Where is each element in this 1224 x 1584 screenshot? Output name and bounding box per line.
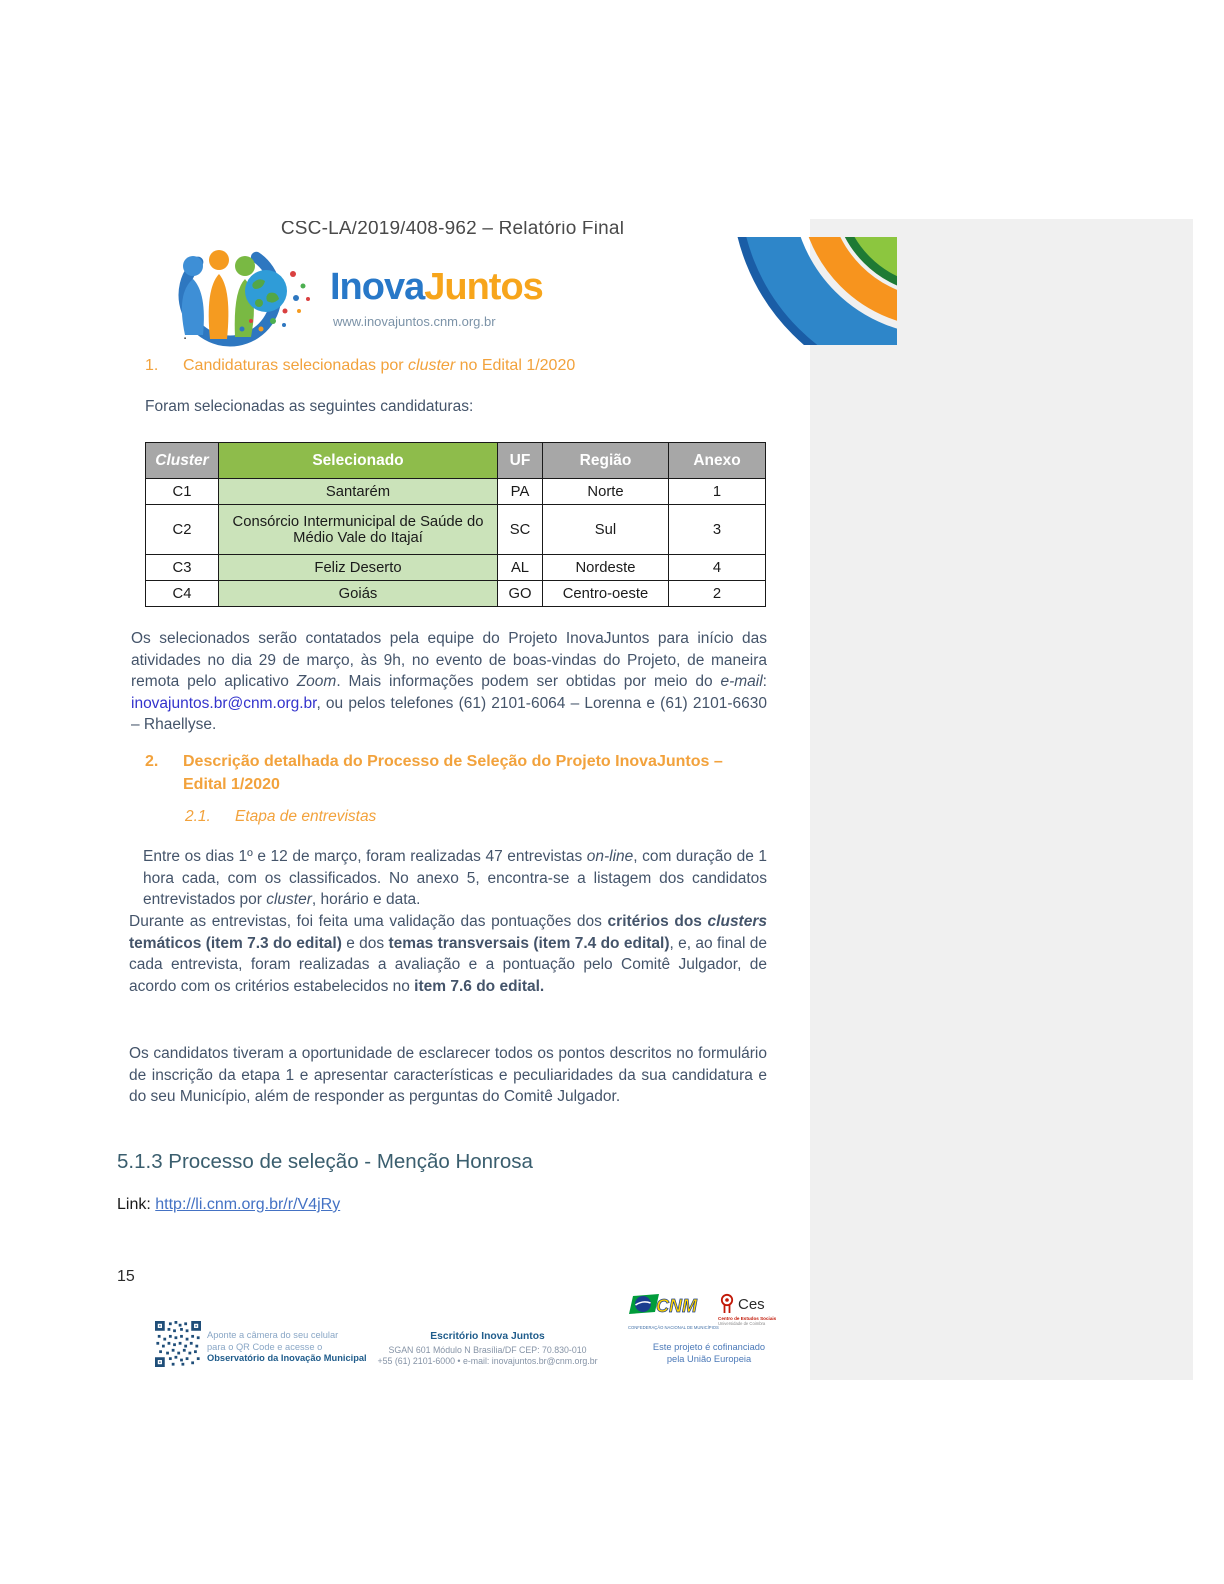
text-run: Durante as entrevistas, foi feita uma validação das pontuações dos bbox=[129, 913, 608, 930]
cnm-logo bbox=[628, 1293, 719, 1330]
cell-anexo: 1 bbox=[669, 479, 766, 505]
brand-wordmark bbox=[330, 266, 543, 309]
text-run: . Mais informações podem ser obtidas por meio do bbox=[336, 673, 721, 690]
footer-logos bbox=[628, 1293, 793, 1330]
cnm-caption: CONFEDERAÇÃO NACIONAL DE MUNICÍPIOS bbox=[628, 1325, 719, 1330]
cell-anexo: 4 bbox=[669, 555, 766, 581]
office-title: Escritório Inova Juntos bbox=[430, 1331, 545, 1342]
cell-cluster: C2 bbox=[146, 505, 219, 555]
table-row bbox=[146, 555, 766, 581]
qr-caption bbox=[207, 1330, 367, 1365]
ces-logo bbox=[718, 1293, 788, 1326]
text-run-bold: temas transversais (item 7.4 do edital) bbox=[388, 934, 670, 952]
cnm-logo-icon bbox=[629, 1293, 707, 1319]
section-2-1-heading bbox=[185, 808, 376, 826]
section-2-title-line2: Edital 1/2020 bbox=[183, 776, 280, 793]
text-run-italic: Zoom bbox=[296, 673, 337, 690]
col-header-regiao: Região bbox=[543, 443, 669, 479]
cell-selecionado: Goiás bbox=[219, 581, 498, 607]
qr-caption-line2: para o QR Code e acesse o bbox=[207, 1341, 323, 1352]
paragraph-validacao bbox=[129, 911, 767, 997]
col-header-cluster: Cluster bbox=[146, 443, 219, 479]
swirl-graphic bbox=[700, 237, 897, 345]
qr-caption-line3: Observatório da Inovação Municipal bbox=[207, 1353, 367, 1363]
section-2-title-line1: Descrição detalhada do Processo de Seleção do Projeto InovaJuntos – bbox=[183, 753, 723, 770]
brand-juntos: Juntos bbox=[424, 266, 543, 308]
col-header-selecionado: Selecionado bbox=[219, 443, 498, 479]
table-row bbox=[146, 479, 766, 505]
text-run: e dos bbox=[341, 934, 389, 952]
section-2-1-number: 2.1. bbox=[185, 808, 211, 825]
cell-selecionado: Santarém bbox=[219, 479, 498, 505]
cell-anexo: 2 bbox=[669, 581, 766, 607]
ces-caption-line2: Universidade de Coimbra bbox=[718, 1321, 766, 1326]
col-header-anexo: Anexo bbox=[669, 443, 766, 479]
doc-reference-clipped bbox=[130, 221, 775, 238]
cell-anexo: 3 bbox=[669, 505, 766, 555]
col-header-uf: UF bbox=[498, 443, 543, 479]
table-row bbox=[146, 581, 766, 607]
inovajuntos-logo-icon bbox=[133, 241, 329, 347]
table-row bbox=[146, 505, 766, 555]
text-run: : bbox=[762, 673, 767, 690]
section-513-heading: 5.1.3 Processo de seleção - Menção Honrosa bbox=[117, 1150, 533, 1173]
brand-inova: Inova bbox=[330, 266, 425, 308]
text-run-italic: cluster bbox=[266, 891, 312, 908]
paragraph-selecionados bbox=[131, 628, 767, 736]
ces-logo-icon bbox=[718, 1293, 736, 1315]
page-number: 15 bbox=[117, 1268, 135, 1285]
cell-uf: GO bbox=[498, 581, 543, 607]
doc-reference-text: CSC-LA/2019/408-962 – Relatório Final bbox=[280, 221, 625, 238]
link-line bbox=[117, 1196, 340, 1214]
footer-office-block bbox=[370, 1331, 605, 1366]
cell-regiao: Nordeste bbox=[543, 555, 669, 581]
cofinance-note bbox=[620, 1342, 798, 1365]
selection-process-link[interactable]: http://li.cnm.org.br/r/V4jRy bbox=[155, 1196, 341, 1213]
cell-uf: SC bbox=[498, 505, 543, 555]
ces-name: Ces bbox=[738, 1295, 765, 1313]
text-run-bold: temáticos (item 7.3 do edital) bbox=[129, 934, 342, 952]
qr-code bbox=[155, 1321, 201, 1367]
cell-cluster: C1 bbox=[146, 479, 219, 505]
swirl-decoration bbox=[700, 237, 897, 345]
text-run: Os selecionados serão contatados pela equipe do Projeto InovaJuntos para início das atividades no dia 29 de março, às 9h, no evento de boas-vindas do Projeto, de maneira remota pelo aplicativo bbox=[131, 630, 767, 690]
text-run: , horário e data. bbox=[311, 891, 421, 908]
text-run: , com duração de 1 hora cada, com os classificados. No anexo 5, encontra-se a listagem dos candidatos entrevistados por bbox=[143, 848, 767, 908]
text-run-bold: item 7.6 do edital. bbox=[414, 977, 545, 995]
cell-cluster: C3 bbox=[146, 555, 219, 581]
cell-regiao: Sul bbox=[543, 505, 669, 555]
cell-selecionado: Feliz Deserto bbox=[219, 555, 498, 581]
text-run-bold: critérios dos bbox=[607, 913, 708, 930]
link-label: Link: bbox=[117, 1196, 156, 1213]
section-2-number: 2. bbox=[145, 753, 159, 770]
text-run-italic: on-line bbox=[586, 848, 634, 865]
cofinance-line1: Este projeto é cofinanciado bbox=[652, 1342, 766, 1352]
text-run-bold-italic: clusters bbox=[707, 913, 767, 930]
svg-text:CNM: CNM bbox=[656, 1296, 697, 1316]
section-1-number: 1. bbox=[145, 357, 159, 374]
cell-regiao: Centro-oeste bbox=[543, 581, 669, 607]
section-1-title-post: no Edital 1/2020 bbox=[455, 357, 576, 374]
text-run: Entre os dias 1º e 12 de março, foram realizadas 47 entrevistas bbox=[143, 848, 587, 865]
cofinance-line2: pela União Europeia bbox=[666, 1353, 752, 1364]
section-2-1-title: Etapa de entrevistas bbox=[235, 808, 377, 825]
text-run-italic: e-mail bbox=[720, 673, 763, 690]
office-address: SGAN 601 Módulo N Brasília/DF CEP: 70.830-010 bbox=[388, 1345, 587, 1355]
intro-paragraph: Foram selecionadas as seguintes candidaturas: bbox=[145, 398, 474, 415]
cell-uf: AL bbox=[498, 555, 543, 581]
brand-url: www.inovajuntos.cnm.org.br bbox=[333, 314, 496, 329]
office-contact: +55 (61) 2101-6000 • e-mail: inovajuntos.br@cnm.org.br bbox=[377, 1355, 598, 1366]
text-run: , ou pelos telefones (61) 2101-6064 – Lorenna e (61) 2101-6630 – Rhaellyse. bbox=[131, 694, 767, 733]
section-1-title-italic: cluster bbox=[408, 357, 456, 374]
selection-table bbox=[145, 442, 766, 607]
cell-uf: PA bbox=[498, 479, 543, 505]
paragraph-candidatos: Os candidatos tiveram a oportunidade de esclarecer todos os pontos descritos no formulário de inscrição da etapa 1 e apresentar características e peculiaridades da sua candidatura e do seu Município, além de responder as perguntas do Comitê Julgador. bbox=[129, 1045, 767, 1105]
section-2-heading bbox=[145, 750, 770, 796]
section-1-heading bbox=[145, 357, 765, 375]
cell-regiao: Norte bbox=[543, 479, 669, 505]
cell-cluster: C4 bbox=[146, 581, 219, 607]
email-link[interactable]: inovajuntos.br@cnm.org.br bbox=[131, 694, 317, 712]
qr-caption-line1: Aponte a câmera do seu celular bbox=[207, 1330, 339, 1340]
paragraph-entrevistas bbox=[143, 846, 767, 911]
ces-caption-line1: Centro de Estudos Sociais bbox=[718, 1316, 777, 1321]
stray-paragraph-mark: . bbox=[183, 326, 188, 343]
table-header-row bbox=[146, 443, 766, 479]
right-margin-panel bbox=[810, 219, 1193, 1380]
section-1-title-pre: Candidaturas selecionadas por bbox=[183, 357, 409, 374]
text-run: , e, ao final de cada entrevista, foram realizadas a avaliação e a pontuação pelo Comitê Julgador, de acordo com os critérios estabelecidos no bbox=[129, 934, 767, 995]
cell-selecionado: Consórcio Intermunicipal de Saúde do Médio Vale do Itajaí bbox=[219, 505, 498, 555]
